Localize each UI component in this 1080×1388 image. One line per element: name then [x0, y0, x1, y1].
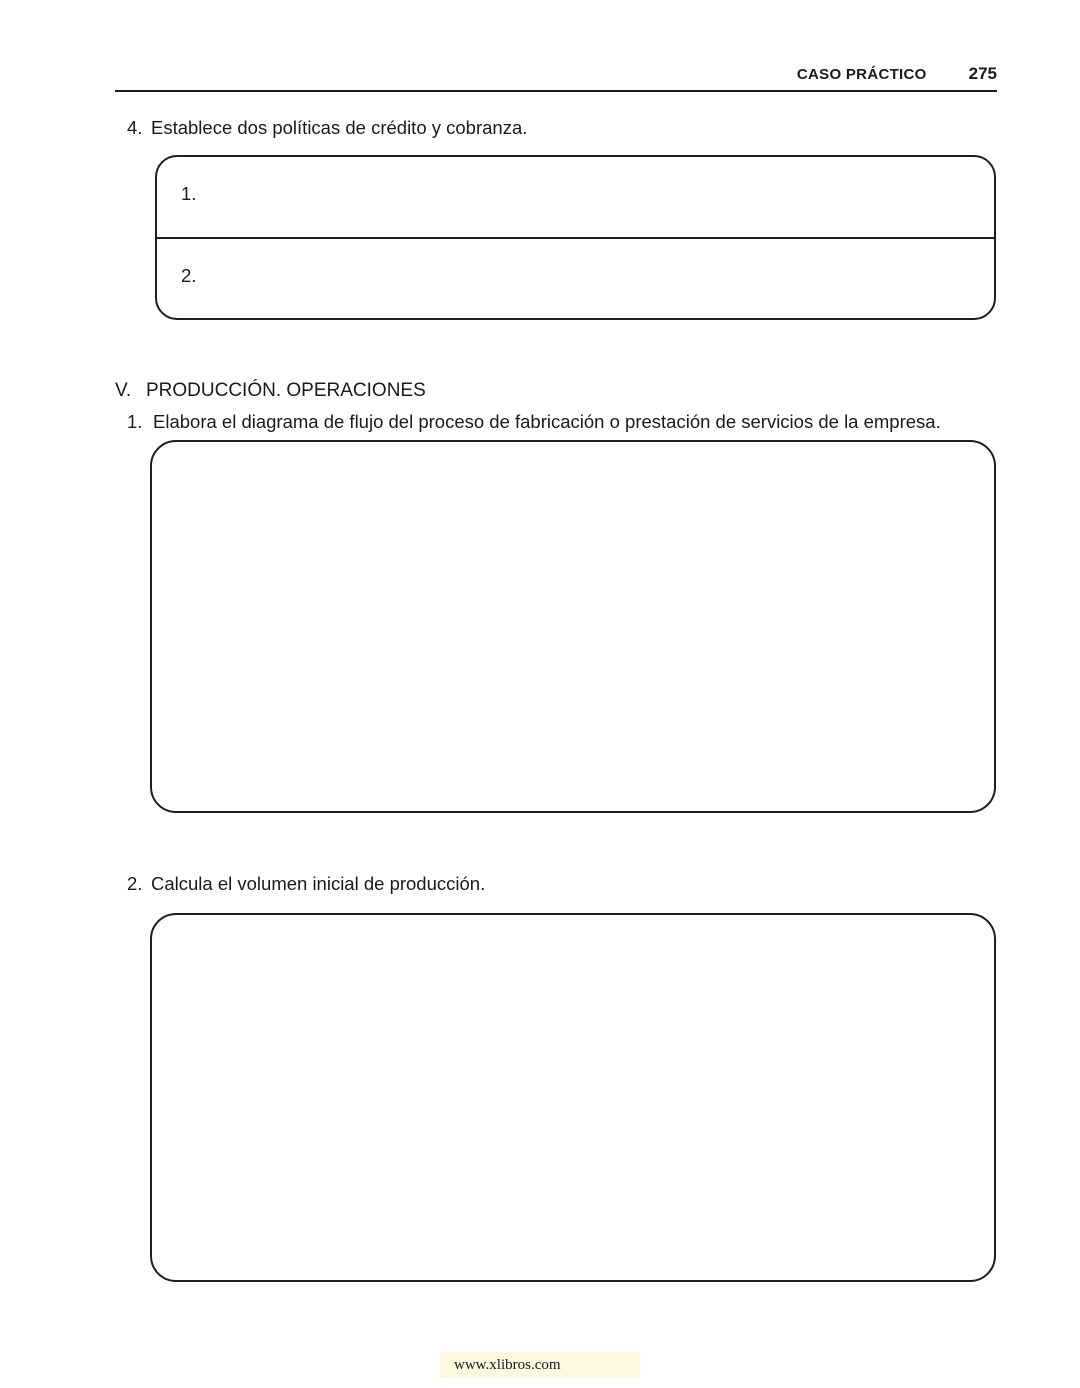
policy-2-label: 2. — [181, 264, 197, 286]
header-rule — [115, 90, 997, 92]
question-v2 — [127, 872, 485, 895]
question-v1-number: 1. — [127, 411, 143, 432]
header-title: CASO PRÁCTICO — [796, 66, 927, 83]
question-4 — [127, 116, 527, 139]
answer-box-credit-policies — [155, 155, 996, 320]
question-v1-text: Elabora el diagrama de flujo del proceso de fabricación o prestación de servicios de la empresa. — [153, 411, 941, 432]
policy-row-1 — [157, 157, 994, 239]
question-v1 — [127, 410, 941, 433]
policy-row-2 — [157, 239, 994, 319]
answer-box-flow-diagram — [150, 440, 996, 813]
question-4-number: 4. — [127, 117, 143, 138]
section-v-heading — [115, 380, 426, 402]
question-v2-number: 2. — [127, 873, 143, 894]
footer-highlight — [440, 1352, 640, 1378]
section-v-numeral: V. — [115, 380, 132, 401]
footer-url: www.xlibros.com — [454, 1356, 561, 1373]
answer-box-production-volume — [150, 913, 996, 1282]
policy-1-label: 1. — [181, 183, 197, 204]
question-4-text: Establece dos políticas de crédito y cobranza. — [151, 117, 528, 138]
header-page-number: 275 — [968, 64, 997, 83]
page-header — [115, 64, 997, 84]
section-v-title: PRODUCCIÓN. OPERACIONES — [146, 380, 426, 401]
question-v2-text: Calcula el volumen inicial de producción. — [151, 873, 486, 894]
